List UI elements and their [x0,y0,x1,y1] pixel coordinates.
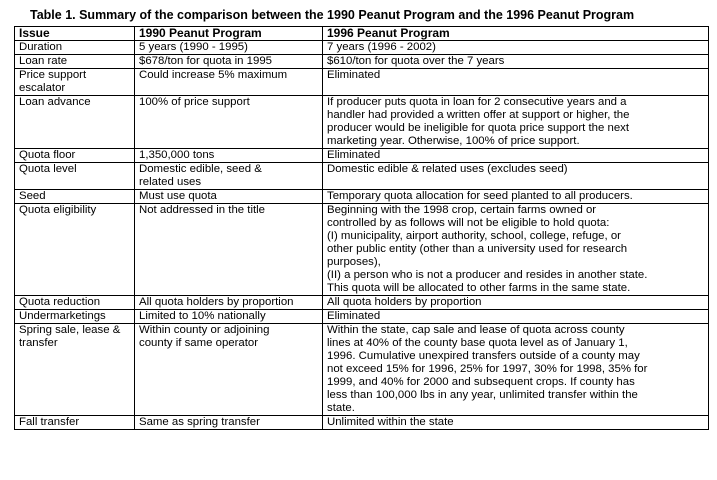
table-row [15,324,709,416]
issue-cell [15,204,135,296]
cell-text-line: Quota eligibility [19,204,97,216]
cell-text-line: $678/ton for quota in 1995 [139,55,273,67]
cell-text-line: 100% of price support [139,96,250,108]
cell-text-line: state. [327,402,355,414]
table-row [15,416,709,430]
program-1996-cell [323,310,709,324]
cell-text-line: Eliminated [327,149,381,161]
comparison-table [14,26,709,430]
cell-text-line: less than 100,000 lbs in any year, unlimited transfer within the [327,389,638,401]
program-1996-cell [323,324,709,416]
cell-text-line: If producer puts quota in loan for 2 consecutive years and a [327,96,627,108]
cell-text-line: Must use quota [139,190,217,202]
cell-text-line: Spring sale, lease & [19,324,121,336]
table-row [15,69,709,96]
cell-text-line: Fall transfer [19,416,80,428]
program-1990-cell [135,296,323,310]
program-1996-cell [323,149,709,163]
program-1996-cell [323,55,709,69]
cell-text-line: transfer [19,337,58,349]
cell-text-line: handler had provided a written offer at support or higher, the [327,109,630,121]
cell-text-line: Beginning with the 1998 crop, certain farms owned or [327,204,597,216]
table-title: Table 1. Summary of the comparison between the 1990 Peanut Program and the 1996 Peanut Program [30,8,635,22]
table-row [15,163,709,190]
header-row [15,27,709,41]
program-1996-cell [323,163,709,190]
cell-text-line: Domestic edible & related uses (excludes seed) [327,163,568,175]
cell-text-line: All quota holders by proportion [327,296,482,308]
program-1996-cell [323,204,709,296]
cell-text-line: 1999, and 40% for 2000 and subsequent crops. If county has [327,376,635,388]
table-row [15,149,709,163]
program-1990-cell [135,41,323,55]
cell-text-line: producer would be ineligible for quota price support the next [327,122,630,134]
program-1990-cell [135,324,323,416]
cell-text-line: controlled by as follows will not be eligible to hold quota: [327,217,610,229]
program-1990-cell [135,55,323,69]
cell-text-line: Within the state, cap sale and lease of quota across county [327,324,625,336]
issue-cell [15,324,135,416]
issue-cell [15,296,135,310]
cell-text-line: Temporary quota allocation for seed planted to all producers. [327,190,633,202]
program-1996-cell [323,296,709,310]
program-1990-cell [135,69,323,96]
header-1996-program: 1996 Peanut Program [323,27,709,41]
issue-cell [15,190,135,204]
program-1996-cell [323,416,709,430]
issue-cell [15,416,135,430]
issue-cell [15,163,135,190]
table-row [15,190,709,204]
program-1990-cell [135,163,323,190]
cell-text-line: Not addressed in the title [139,204,266,216]
cell-text-line: Unlimited within the state [327,416,454,428]
program-1990-cell [135,149,323,163]
header-1990-program: 1990 Peanut Program [135,27,323,41]
cell-text-line: Eliminated [327,69,381,81]
table-row [15,204,709,296]
cell-text-line: escalator [19,82,66,94]
cell-text-line: purposes), [327,256,381,268]
cell-text-line: Domestic edible, seed & [139,163,262,175]
cell-text-line: marketing year. Otherwise, 100% of price support. [327,135,580,147]
cell-text-line: Quota level [19,163,77,175]
issue-cell [15,149,135,163]
cell-text-line: (I) municipality, airport authority, school, college, refuge, or [327,230,621,242]
program-1996-cell [323,69,709,96]
cell-text-line: Seed [19,190,46,202]
cell-text-line: $610/ton for quota over the 7 years [327,55,505,67]
cell-text-line: county if same operator [139,337,259,349]
cell-text-line: 5 years (1990 - 1995) [139,41,248,53]
program-1990-cell [135,96,323,149]
cell-text-line: All quota holders by proportion [139,296,294,308]
cell-text-line: Could increase 5% maximum [139,69,288,81]
table-row [15,41,709,55]
cell-text-line: Duration [19,41,63,53]
cell-text-line: lines at 40% of the county base quota level as of January 1, [327,337,628,349]
program-1990-cell [135,416,323,430]
issue-cell [15,69,135,96]
issue-cell [15,41,135,55]
table-row [15,55,709,69]
cell-text-line: related uses [139,176,202,188]
cell-text-line: This quota will be allocated to other farms in the same state. [327,282,631,294]
cell-text-line: not exceed 15% for 1996, 25% for 1997, 30% for 1998, 35% for [327,363,648,375]
cell-text-line: other public entity (other than a university used for research [327,243,628,255]
cell-text-line: Loan advance [19,96,91,108]
cell-text-line: Quota floor [19,149,76,161]
cell-text-line: Same as spring transfer [139,416,260,428]
program-1990-cell [135,190,323,204]
cell-text-line: 7 years (1996 - 2002) [327,41,436,53]
program-1996-cell [323,190,709,204]
table-row [15,96,709,149]
table-row [15,310,709,324]
header-issue: Issue [15,27,135,41]
issue-cell [15,55,135,69]
cell-text-line: 1996. Cumulative unexpired transfers outside of a county may [327,350,640,362]
cell-text-line: Undermarketings [19,310,106,322]
cell-text-line: Quota reduction [19,296,101,308]
table-row [15,296,709,310]
cell-text-line: 1,350,000 tons [139,149,215,161]
table-body [15,41,709,430]
cell-text-line: Price support [19,69,87,81]
cell-text-line: Loan rate [19,55,68,67]
issue-cell [15,96,135,149]
cell-text-line: (II) a person who is not a producer and resides in another state. [327,269,648,281]
cell-text-line: Limited to 10% nationally [139,310,266,322]
cell-text-line: Eliminated [327,310,381,322]
program-1990-cell [135,204,323,296]
program-1990-cell [135,310,323,324]
program-1996-cell [323,96,709,149]
cell-text-line: Within county or adjoining [139,324,270,336]
program-1996-cell [323,41,709,55]
issue-cell [15,310,135,324]
